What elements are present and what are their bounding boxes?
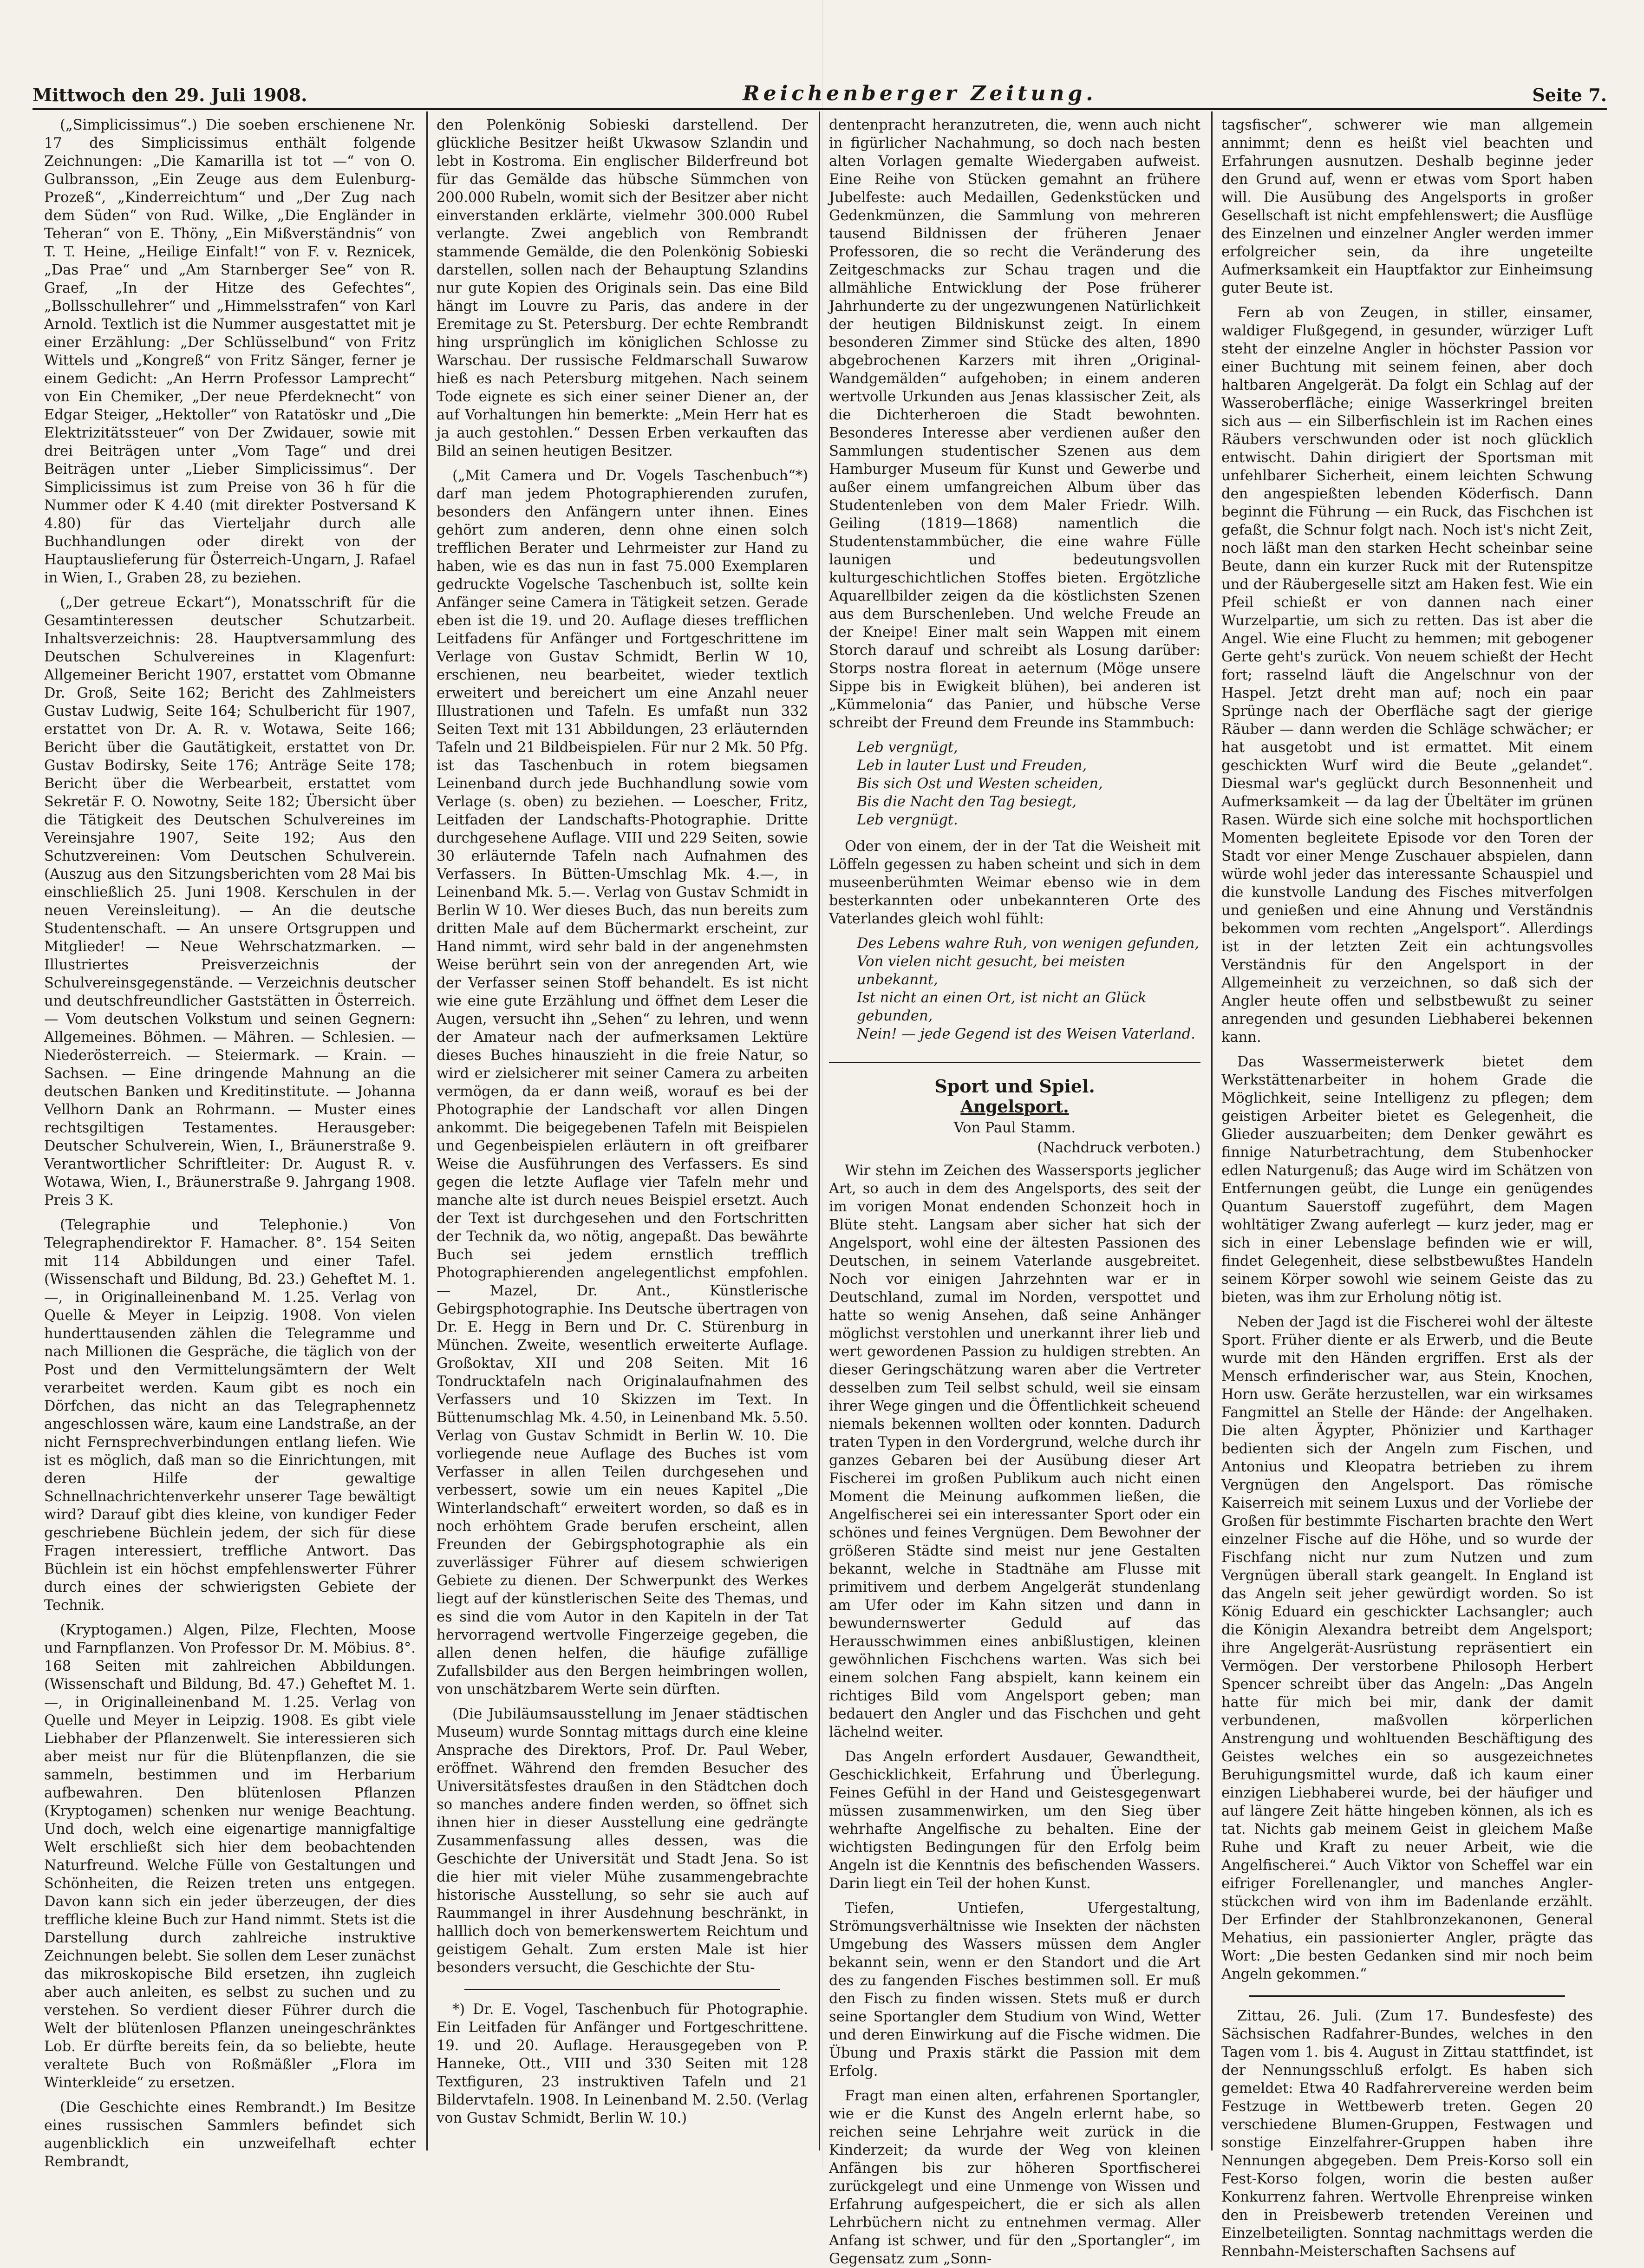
article-angelsport-p2: Das Angeln erfordert Ausdauer, Gewandtheit, Geschicklichkeit, Erfahrung und Überlegung. Feines Gefühl in der Hand und Geistesgegenwart müssen zusammenwirken, um den Sieg über wehrhafte Angelfische zu behalten. Eine der wichtigsten Bedingungen für den Erfolg beim Angeln ist die Kenntnis des befischenden Wassers. Darin liegt ein Teil der hohen Kunst. xyxy=(829,1749,1200,1892)
poem-line: Des Lebens wahre Ruh, von wenigen gefunden, xyxy=(857,935,1200,952)
column-divider xyxy=(426,111,428,2150)
section-heading: Sport und Spiel. xyxy=(829,1062,1200,1095)
poem-line: Leb in lauter Lust und Freuden, xyxy=(857,758,1087,774)
article-angelsport-p3: Tiefen, Untiefen, Ufergestaltung, Strömungsverhältnisse wie Insekten der nächsten Umgebung des Wassers müssen dem Angler bekannt sein, wenn er den Standort und die Art des zu fangenden Fisches bestimmen soll. Er muß den Fisch zu finden wissen. Stets muß er durch seine Sportangler dem Studium von Wind, Wetter und deren Einwirkung auf die Fische widmen. Die Übung und Praxis stärkt die Passion mit dem Erfolg. xyxy=(829,1900,1200,2079)
article-angelsport-nutzen: Das Wassermeisterwerk bietet dem Werkstättenarbeiter in hohem Grade die Möglichkeit, seine Intelligenz zu pflegen; dem geistigen Arbeiter bietet es Gelegenheit, die Glieder auszuarbeiten; dem Denker gewährt es finnige Naturbetrachtung, dem Stubenhocker edlen Naturgenuß; das Auge wird im Schätzen von Entfernungen geübt, die Lunge ein genügendes Quantum Sauerstoff zugeführt, dem Magen wohltätiger Zwang auferlegt — kurz jeder, mag er sich in einer Lebenslage befinden wie er will, findet Gelegenheit, diese selbstbewußtes Handeln seinem Körper sowohl wie seinem Geiste das zu bieten, was ihm zur Erholung nötig ist. xyxy=(1221,1054,1593,1306)
column-divider xyxy=(1211,111,1213,2150)
header-date: Mittwoch den 29. Juli 1908. xyxy=(33,85,307,105)
poem-line: Von vielen nicht gesucht, bei meisten unbekannt, xyxy=(857,954,1125,988)
article-separator xyxy=(1249,1995,1565,1997)
column-3 xyxy=(829,116,1200,2267)
article-angelsport-p1: Wir stehn im Zeichen des Wassersports jeglicher Art, so auch in dem des Angelsports, des seit der im vorigen Monat endenden Schonzeit hoch in Blüte steht. Langsam aber sicher hat sich der Angelsport, wohl eine der ältesten Passionen des Deutschen, in seinem Vaterlande ausgebreitet. Noch vor einigen Jahrzehnten war er in Deutschland, zumal im Norden, verspottet und hatte so wenig Ansehen, daß seine Anhänger möglichst verstohlen und unerkannt ihrer lieb und wert gewordenen Passion zu huldigen strebten. An dieser Geringschätzung waren aber die Vertreter desselben zum Teil selbst schuld, weil sie einsam ihrer Wege gingen und die Öffentlichkeit scheuend niemals bekennen wollten oder konnten. Dadurch traten Typen in den Vordergrund, welche durch ihr ganzes Gebaren bei der Ausübung dieser Art Fischerei im großen Publikum auch nicht einen Moment die Meinung aufkommen ließen, die Angelfischerei sei ein interessanter Sport oder ein schönes und feines Vergnügen. Dem Bewohner der größeren Städte sind meist nur jene Gestalten bekannt, welche in Stadtnähe am Flusse mit primitivem und derbem Angelgerät stundenlang am Ufer oder im Kahn sitzen und dann in bewundernswerter Geduld auf das Herausschwimmen eines anbißlustigen, kleinen gewöhnlichen Fischchens warten. Was sich bei einem solchen Fang abspielt, kann keinem ein richtiges Bild vom Angelsport geben; man bedauert den Angler und das Fischchen und geht lächelnd weiter. xyxy=(829,1163,1200,1740)
article-title-angelsport: Angelsport. xyxy=(960,1097,1069,1117)
page-header xyxy=(33,77,1607,105)
article-angelsport-cont: tagsfischer“, schwerer wie man allgemein annimmt; denn es heißt viel beachten und Erfahrungen ausnutzen. Deshalb beginne jeder den Grund auf, wenn er etwas vom Sport haben will. Die Ausübung des Angelsports in großer Gesellschaft ist nicht empfehlenswert; die Ausflüge des Einzelnen und einzelner Angler werden immer erfolgreicher sein, da ihre ungeteilte Aufmerksamkeit ein Hauptfaktor zur Einheimsung guter Beute ist. xyxy=(1221,117,1593,296)
article-getreue-eckart: („Der getreue Eckart“), Monatsschrift für die Gesamtinteressen deutscher Schutzarbeit. Inhaltsverzeichnis: 28. Hauptversammlung des Deutschen Schulvereines in Klagenfurt: Allgemeiner Bericht 1907, erstattet vom Obmanne Dr. Groß, Seite 162; Bericht des Zahlmeisters Gustav Ludwig, Seite 164; Schulbericht für 1907, erstattet von Dr. A. R. v. Wotawa, Seite 166; Bericht über die Gautätigkeit, erstattet von Dr. Gustav Bodirsky, Seite 176; Anträge Seite 178; Bericht über die Werbearbeit, erstattet vom Sekretär F. O. Nowotny, Seite 182; Übersicht über die Tätigkeit des Deutschen Schulvereines im Vereinsjahre 1907, Seite 192; Aus den Schutzvereinen: Vom Deutschen Schulverein. (Auszug aus den Sitzungsberichten vom 28 Mai bis einschließlich 25. Juni 1908. Kerschulen in der neuen Vereinsleitung). — An die deutsche Studentenschaft. — An unsere Ortsgruppen und Mitglieder! — Neue Wehrschatzmarken. — Illustriertes Preisverzeichnis der Schulvereinsgegenstände. — Verzeichnis deutscher und deutschfreundlicher Gaststätten in Österreich. — Vom deutschen Volkstum und seinen Gegnern: Allgemeines. Böhmen. — Mähren. — Schlesien. — Niederösterreich. — Steiermark. — Krain. — Sachsen. — Eine dringende Mahnung an die deutschen Banken und Kreditinstitute. — Johanna Vellhorn Dank an Rohrmann. — Muster eines rechtsgiltigen Testamentes. Herausgeber: Deutscher Schulverein, Wien, I., Bräunerstraße 9. Verantwortlicher Schriftleiter: Dr. August R. v. Wotawa, Wien, I., Bräunerstraße 9. Jahrgang 1908. Preis 3 K. xyxy=(44,595,416,1209)
column-1 xyxy=(44,116,416,2170)
poem-line: Bis sich Ost und Westen scheiden, xyxy=(857,776,1103,792)
article-jubilaeumsausstellung: (Die Jubiläumsausstellung im Jenaer städtischen Museum) wurde Sonntag mittags durch eine kleine Ansprache des Direktors, Prof. Dr. Paul Weber, eröffnet. Während den fremden Besucher des Universitätsfestes draußen in den Städtchen doch so manches andere finden werden, so öffnet sich ihnen hier in dieser Ausstellung eine gedrängte Zusammenfassung alles dessen, was die Geschichte der Universität und Stadt Jena. So ist die hier mit vieler Mühe zusammengebrachte historische Ausstellung, so sehr sie auch auf Raummangel in ihrer Ausdehnung beschränkt, in halllich doch von bemerkenswertem Reichtum und geistigem Gehalt. Zum ersten Male ist hier besonders versucht, die Geschichte der Stu- xyxy=(437,1706,808,1976)
article-jena-cont: dentenpracht heranzutreten, die, wenn auch nicht in figürlicher Nachahmung, so doch nach besten alten Vorlagen gemalte Wiedergaben aufweist. Eine Reihe von Stücken gemahnt an frühere Jubelfeste: auch Medaillen, Gedenkstücken und Gedenkmünzen, die Sammlung von mehreren tausend Bildnissen der früheren Jenaer Professoren, die so recht die Veränderung des Zeitgeschmacks zur Schau tragen und die allmähliche Entwicklung der Pose früherer Jahrhunderte zu der ungezwungenen Natürlichkeit der heutigen Bildniskunst zeigt. In einem besonderen Zimmer sind Stücke des alten, 1890 abgebrochenen Karzers mit ihren „Original-Wandgemälden“ aufgehoben; in einem anderen wertvolle Urkunden aus Jenas klassischer Zeit, als die Dichterheroen die Stadt bewohnten. Besonderes Interesse aber verdienen außer den Sammlungen studentischer Szenen aus dem Hamburger Museum für Kunst und Gewerbe und außer einem umfangreichen Album über das Studentenleben von dem Maler Friedr. Wilh. Geiling (1819—1868) namentlich die Studentenstammbücher, die eine wahre Fülle launigen und bedeutungsvollen kulturgeschichtlichen Stoffes bieten. Ergötzliche Aquarellbilder zeigen da die köstlichsten Szenen aus dem Burschenleben. Und welche Freude an der Kneipe! Einer malt sein Wappen mit einem Storch darauf und schreibt als Losung darüber: Storps nostra floreat in aeternum (Möge unsere Sippe bis in Ewigkeit blühen), bei anderen ist „Kümmelonia“ das Panier, und hübsche Verse schreibt der Freund dem Freunde ins Stammbuch: xyxy=(829,117,1200,731)
column-2 xyxy=(437,116,808,2141)
article-rembrandt-start: (Die Geschichte eines Rembrandt.) Im Besitze eines russischen Sammlers befindet sich augenblicklich ein unzweifelhaft echter Rembrandt, xyxy=(44,2099,416,2170)
article-rembrandt-cont: den Polenkönig Sobieski darstellend. Der glückliche Besitzer heißt Ukwasow Szlandin und lebt in Kostroma. Ein englischer Bilderfreund bot für das Gemälde das hübsche Sümmchen von 200.000 Rubeln, womit sich der Besitzer aber nicht einverstanden erklärte, vielmehr 300.000 Rubel verlangte. Zwei angeblich von Rembrandt stammende Gemälde, die den Polenkönig Sobieski darstellen, sollen nach der Behauptung Szlandins nur gute Kopien des Originals sein. Das eine Bild hängt im Louvre zu Paris, das andere in der Eremitage zu St. Petersburg. Der echte Rembrandt hing ursprünglich im königlichen Schlosse zu Warschau. Der russische Feldmarschall Suwarow hieß es nach Petersburg mitgehen. Nach seinem Tode eignete es sich einer seiner Diener an, der auf Vorhaltungen hin bemerkte: „Mein Herr hat es ja auch gestohlen.“ Dessen Erben verkauften das Bild an seinen heutigen Besitzer. xyxy=(437,117,808,459)
article-jena-weimar: Oder von einem, der in der Tat die Weisheit mit Löffeln gegessen zu haben scheint und sich in dem museenberühmten Weimar ebenso wie in dem besterkannten oder unbekannteren Orte des Vaterlandes gleich wohl fühlt: xyxy=(829,838,1200,927)
footnote-vogel: *) Dr. E. Vogel, Taschenbuch für Photographie. Ein Leitfaden für Anfänger und Fortgeschrittene. 19. und 20. Auflage. Herausgegeben von P. Hanneke, Ott., VIII und 330 Seiten mit 128 Textfiguren, 23 instruktiven Tafeln und 21 Bildervtafeln. 1908. In Leinenband M. 2.50. (Verlag von Gustav Schmidt, Berlin W. 10.) xyxy=(437,2001,808,2126)
poem-weisen xyxy=(829,935,1200,1043)
poem-line: Bis die Nacht den Tag besiegt, xyxy=(857,794,1076,810)
article-angelsport-geschichte: Neben der Jagd ist die Fischerei wohl der älteste Sport. Früher diente er als Erwerb, und die Beute wurde mit den Händen ergriffen. Erst als der Mensch erfinderischer war, aus Stein, Knochen, Horn usw. Geräte herzustellen, war ein wirksames Fangmittel an Stelle der Hände: der Angelhaken. Die alten Ägypter, Phönizier und Karthager bedienten sich der Angeln zum Fischen, und Antonius und Kleopatra betrieben zu ihrem Vergnügen den Angelsport. Das römische Kaiserreich mit seinem Luxus und der Vorliebe der Großen für bestimmte Fischarten brachte den Wert einzelner Fische auf die Höhe, und so wurde der Fischfang nicht nur zum Nutzen und zum Vergnügen überall stark geangelt. In England ist das Angeln seit jeher gewürdigt worden. So ist König Eduard ein geschickter Lachsangler; auch die Königin Alexandra betreibt dem Angelsport; ihre Angelgerät-Ausrüstung repräsentiert ein Vermögen. Der verstorbene Philosoph Herbert Spencer schreibt über das Angeln: „Das Angeln hatte für mich bei mir, dank der damit verbundenen, maßvollen körperlichen Anstrengung und wohltuenden Beschäftigung des Geistes welches ein so ausgezeichnetes Beruhigungsmittel wurde, daß ich kaum einer einzigen Liebhaberei wurde, bei der häufiger und auf längere Zeit hätte hingeben können, als ich es tat. Nichts gab meinem Geist in gleichem Maße Ruhe und Kraft zu neuer Arbeit, wie die Angelfischerei.“ Auch Viktor von Scheffel war ein eifriger Forellenangler, und manches Anglerstückchen wird von ihm im Badenlande erzählt. Der Erfinder der Stahlbronzekanonen, General Mehatius, ein passionierter Angler, prägte das Wort: „Die besten Gedanken sind mir noch beim Angeln gekommen.“ xyxy=(1221,1314,1593,1982)
poem-line: Nein! — jede Gegend ist des Weisen Vaterland. xyxy=(857,1026,1195,1042)
poem-line: Leb vergnügt. xyxy=(857,812,958,828)
article-simplicissimus: („Simplicissimus“.) Die soeben erschienene Nr. 17 des Simplicissimus enthält folgende Zeichnungen: „Die Kamarilla ist tot —“ von O. Gulbransson, „Ein Zeuge aus dem Eulenburg-Prozeß“, „Kinderreichtum“ und „Der Zug nach dem Süden“ von Rud. Wilke, „Die Engländer in Teheran“ von E. Thöny, „Ein Mißverständnis“ von T. T. Heine, „Heilige Einfalt!“ von F. v. Reznicek, „Das Prae“ und „Am Starnberger See“ von R. Graef, „In der Hitze des Gefechtes“, „Bollsschullehrer“ und „Himmelsstrafen“ von Karl Arnold. Textlich ist die Nummer ausgestattet mit je einer Erzählung: „Der Schlüsselbund“ von Fritz Wittels und „Kongreß“ von Fritz Sänger, ferner je einem Gedicht: „An Herrn Professor Lamprecht“ von Ein Chemiker, „Der neue Pferdeknecht“ von Edgar Steiger, „Hektoller“ von Ratatöskr und „Die Elektrizitätssteuer“ von Der Zwidauer, sowie mit drei Beiträgen unter „Vom Tage“ und drei Beiträgen unter „Lieber Simplicissimus“. Der Simplicissimus ist zum Preise von 36 h für die Nummer oder K 4.40 (mit direkter Postversand K 4.80) für das Vierteljahr durch alle Buchhandlungen oder direkt von der Hauptauslieferung für Österreich-Ungarn, J. Rafael in Wien, I., Graben 28, zu beziehen. xyxy=(44,117,416,586)
article-kryptogamen: (Kryptogamen.) Algen, Pilze, Flechten, Moose und Farnpflanzen. Von Professor Dr. M. Möbius. 8°. 168 Seiten mit zahlreichen Abbildungen. (Wissenschaft und Bildung, Bd. 47.) Geheftet M. 1.—, in Originalleinenband M. 1.25. Verlag von Quelle und Meyer in Leipzig. 1908. Es gibt viele Liebhaber der Pflanzenwelt. Sie interessieren sich aber meist nur für die Blütenpflanzen, die sie sammeln, bestimmen und im Herbarium aufbewahren. Den blütenlosen Pflanzen (Kryptogamen) schenken nur wenige Beachtung. Und doch, welch eine eigenartige mannigfaltige Welt erschließt sich hier dem beobachtenden Naturfreund. Welche Fülle von Gestaltungen und Schönheiten, die Reizen treten uns entgegen. Davon kann sich ein jeder überzeugen, der dies treffliche kleine Buch zur Hand nimmt. Stets ist die Darstellung durch zahlreiche instruktive Zeichnungen belebt. Sie sollen dem Leser zunächst das mikroskopische Bild ersetzen, ihn zugleich aber auch anleiten, es selbst zu suchen und zu verstehen. So verdient dieser Führer durch die Welt der blütenlosen Pflanzen uneingeschränktes Lob. Er dürfte bereits fein, da so beliebte, heute veraltete Buch von Roßmäßler „Flora im Winterkleide“ zu ersetzen. xyxy=(44,1622,416,2091)
footnote-rule xyxy=(464,1989,780,1990)
poem-stammbuch xyxy=(829,739,1200,829)
poem-line: Leb vergnügt, xyxy=(857,739,958,756)
paper-fold-shadow xyxy=(822,0,823,2171)
header-rule xyxy=(33,108,1607,110)
reprint-notice: (Nachdruck verboten.) xyxy=(1037,1140,1200,1156)
article-angelsport-p4: Fragt man einen alten, erfahrenen Sportangler, wie er die Kunst des Angeln erlernt habe, so reichen seine Lehrjahre weit zurück in die Kinderzeit; da wurde der Weg von kleinen Anfängen bis zur höheren Sportfischerei zurückgelegt und eine Unmenge von Wissen und Erfahrung aufgespeichert, die er sich als allen Lehrbüchern nicht zu entnehmen vermag. Aller Anfang ist schwer, und für den „Sportangler“, im Gegensatz zum „Sonn- xyxy=(829,2088,1200,2267)
column-divider xyxy=(819,111,820,2150)
article-zittau: Zittau, 26. Juli. (Zum 17. Bundesfeste) des Sächsischen Radfahrer-Bundes, welches in den Tagen vom 1. bis 4. August in Zittau stattfindet, ist der Nennungsschluß erfolgt. Es haben sich gemeldet: Etwa 40 Radfahrervereine werden beim Festzuge in Wettbewerb treten. Gegen 20 verschiedene Blumen-Gruppen, Festwagen und sonstige Einzelfahrer-Gruppen haben ihre Nennungen abgegeben. Dem Preis-Korso soll ein Fest-Korso folgen, worin die besten außer Konkurrenz fahren. Wertvolle Ehrenpreise winken den in Preisbewerb tretenden Vereinen und Einzelbeteiligten. Sonntag nachmittags werden die Rennbahn-Meisterschaften Sachsens auf xyxy=(1221,2008,1593,2260)
page-number: Seite 7. xyxy=(1532,85,1607,105)
article-telegraphie: (Telegraphie und Telephonie.) Von Telegraphendirektor F. Hamacher. 8°. 154 Seiten mit 114 Abbildungen und einer Tafel. (Wissenschaft und Bildung, Bd. 23.) Geheftet M. 1.—, in Originalleinenband M. 1.25. Verlag von Quelle & Meyer in Leipzig. 1908. Von vielen hunderttausenden zählen die Telegramme und nach Millionen die Gespräche, die täglich von der Post und den Vermittelungsämtern der Welt verarbeitet werden. Kaum gibt es noch ein Dörfchen, das nicht an das Telegraphennetz angeschlossen wäre, kaum eine Landstraße, an der nicht Fernsprechverbindungen entlang liefen. Wie ist es möglich, daß man so die Einrichtungen, mit deren Hilfe der gewaltige Schnellnachrichtenverkehr unserer Tage bewältigt wird? Darauf gibt dies kleine, von kundiger Feder geschriebene Büchlein jedem, der sich für diese Fragen interessiert, treffliche Antwort. Das Büchlein ist ein höchst empfehlenswerter Führer durch eines der schwierigsten Gebiete der Technik. xyxy=(44,1217,416,1614)
article-angelsport-hecht: Fern ab von Zeugen, in stiller, einsamer, waldiger Flußgegend, in gesunder, würziger Luft steht der einzelne Angler in höchster Passion vor einer Buchtung mit seinem feinen, aber doch haltbaren Angelgerät. Da folgt ein Schlag auf der Wasseroberfläche; einige Wasserkringel breiten sich aus — ein Silberfischlein ist im Rachen eines Räubers verschwunden oder ist noch glücklich entwischt. Dahin dirigiert der Sportsman mit unfehlbarer Sicherheit, einem leichten Schwung den angespießten lebenden Köderfisch. Dann beginnt die Führung — ein Ruck, das Fischchen ist gefaßt, die Schnur folgt nach. Noch ist's nicht Zeit, noch läßt man den starken Hecht scheinbar seine Beute, dann ein kurzer Ruck mit der Rutenspitze und der Räubergeselle sitzt am Haken fest. Wie ein Pfeil schießt er von dannen nach einer Wurzelpartie, um sich zu retten. Das ist aber die Angel. Wie eine Flucht zu hemmen; mit gebogener Gerte geht's zurück. Von neuem schießt der Hecht fort; rasselnd läuft die Angelschnur von der Haspel. Jetzt dreht man auf; noch ein paar Sprünge nach der Oberfläche sagt der gierige Räuber — dann werden die Schläge schwächer; er hat ausgetobt und ist ermattet. Mit einem geschickten Wurf wird die Beute „gelandet“. Diesmal war's geglückt durch Besonnenheit und Aufmerksamkeit — da lag der Übeltäter im grünen Rasen. Würde sich eine solche mit hochsportlichen Momenten begleitete Episode vor den Toren der Stadt vor einer Menge Zuschauer abspielen, dann würde wohl jeder das interessante Schauspiel und die kunstvolle Landung des Fisches mitverfolgen und genießen und eine Ahnung und Verständnis bekommen vom rechten „Angelsport“. Allerdings ist in der letzten Zeit ein achtungsvolles Verständnis für den Angelsport in der Allgemeinheit zu verzeichnen, so daß sich der Angler heute offen und selbstbewußt zu seiner anregenden und gesunden Liebhaberei bekennen kann. xyxy=(1221,305,1593,1046)
article-camera-vogel: („Mit Camera und Dr. Vogels Taschenbuch“*) darf man jedem Photographierenden zurufen, besonders den Anfängern unter ihnen. Eines gehört zum anderen, denn ohne einen solch trefflichen Berater und Lehrmeister zur Hand zu haben, wie es das nun in fast 75.000 Exemplaren gedruckte Vogelsche Taschenbuch ist, sollte kein Anfänger seine Camera in Tätigkeit setzen. Gerade eben ist die 19. und 20. Auflage dieses trefflichen Leitfadens für Anfänger und Fortgeschrittene im Verlage von Gustav Schmidt, Berlin W 10, erschienen, neu bearbeitet, wieder textlich erweitert und bereichert um eine Anzahl neuer Illustrationen und Tafeln. Es umfaßt nun 332 Seiten Text mit 131 Abbildungen, 23 erläuternden Tafeln und 21 Bildbeispielen. Für nur 2 Mk. 50 Pfg. ist das Taschenbuch in rotem biegsamen Leinenband durch jede Buchhandlung sowie vom Verlage (s. oben) zu beziehen. — Loescher, Fritz, Leitfaden der Landschafts-Photographie. Dritte durchgesehene Auflage. VIII und 229 Seiten, sowie 30 erläuternde Tafeln nach Aufnahmen des Verfassers. In Bütten-Umschlag Mk. 4.—, in Leinenband Mk. 5.—. Verlag von Gustav Schmidt in Berlin W 10. Wer dieses Buch, das nun bereits zum dritten Male auf dem Büchermarkt erscheint, zur Hand nimmt, wird sehr bald in der angenehmsten Weise berührt sein von der anregenden Art, wie der Verfasser seinen Stoff behandelt. Es ist nicht wie eine gute Erzählung und öffnet dem Leser die Augen, versucht ihn „Sehen“ zu lehren, und wenn der Amateur nach der aufmerksamen Lektüre dieses Buches hinauszieht in die freie Natur, so wird er zielsicherer mit seiner Camera zu arbeiten vermögen, da er dann weiß, worauf es bei der Photographie der Landschaft vor allen Dingen ankommt. Die beigegebenen Tafeln mit Beispielen und Gegenbeispielen erläutern in oft greifbarer Weise die Ausführungen des Verfassers. Es sind gegen die letzte Auflage vier Tafeln mehr und manche alte ist durch neues Beispiel ersetzt. Auch der Text ist durchgesehen und den Fortschritten der Technik da, wo nötig, angepaßt. Das bewährte Buch sei jedem ernstlich trefflich Photographierenden angelegentlichst empfohlen. — Mazel, Dr. Ant., Künstlerische Gebirgsphotographie. Ins Deutsche übertragen von Dr. E. Hegg in Bern und Dr. C. Stürenburg in München. Zweite, wesentlich erweiterte Auflage. Großoktav, XII und 208 Seiten. Mit 16 Tondrucktafeln nach Originalaufnahmen des Verfassers und 10 Skizzen im Text. In Büttenumschlag Mk. 4.50, in Leinenband Mk. 5.50. Verlag von Gustav Schmidt in Berlin W. 10. Die vorliegende neue Auflage des Buches ist vom Verfasser in allen Teilen durchgesehen und verbessert, sowie um ein neues Kapitel „Die Winterlandschaft“ erweitert worden, so daß es in noch erhöhtem Grade berufen erscheint, allen Freunden der Gebirgsphotographie als ein zuverlässiger Führer auf diesem schwierigen Gebiete zu dienen. Der Schwerpunkt des Werkes liegt auf der künstlerischen Seite des Themas, und es sind die vom Autor in den Kapiteln in der Tat hervorragend wertvolle Fingerzeige gegeben, die allen denen helfen, die häufige zufällige Zufallsbilder aus den Bergen heimbringen wollen, von unschätzbarem Werte sein dürften. xyxy=(437,468,808,1698)
masthead-title: Reichenberger Zeitung. xyxy=(743,82,1097,105)
byline: Von Paul Stamm. xyxy=(953,1120,1076,1136)
poem-line: Ist nicht an einen Ort, ist nicht an Glück gebunden, xyxy=(857,990,1147,1024)
column-4 xyxy=(1221,116,1593,2260)
